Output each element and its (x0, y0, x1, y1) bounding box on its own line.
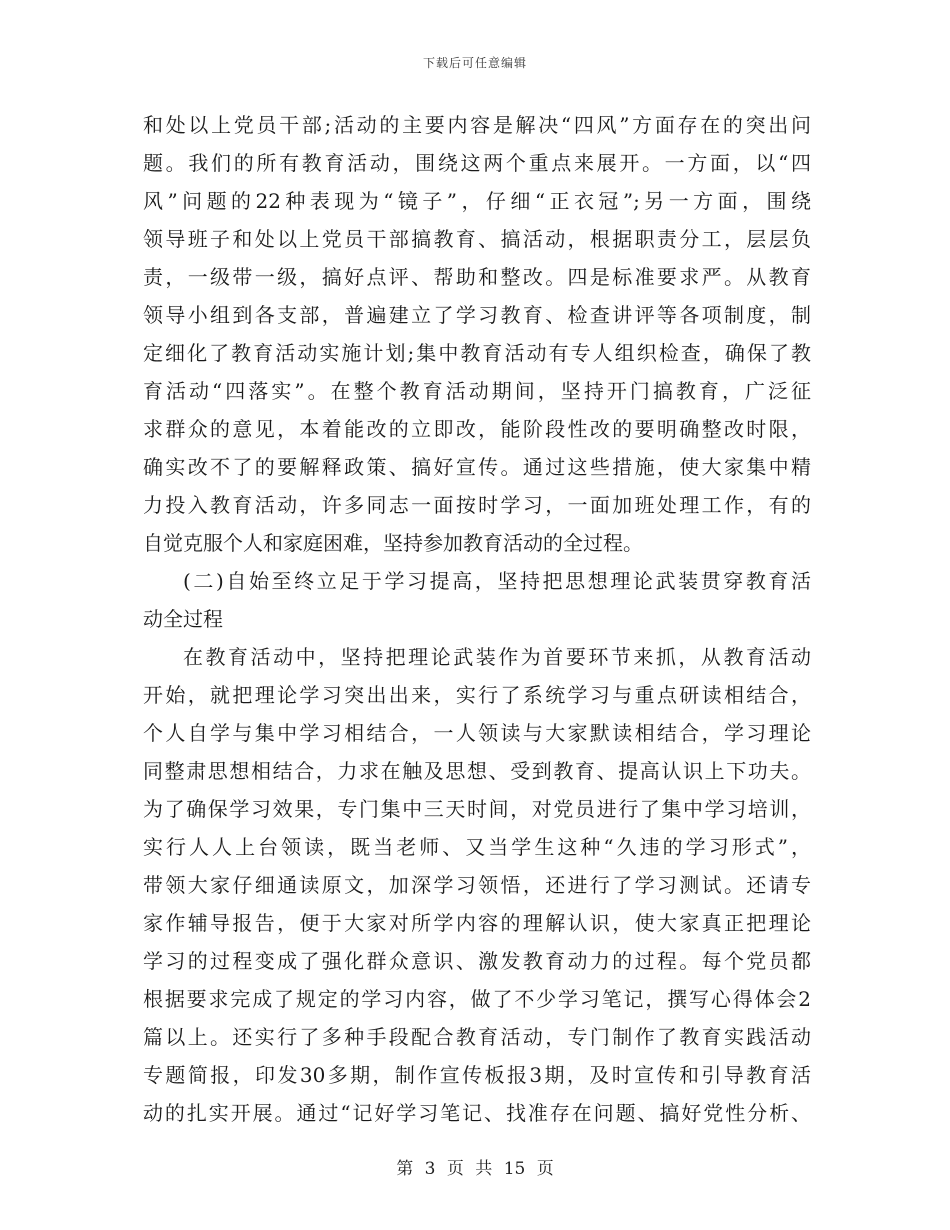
body-line: 在教育活动中，坚持把理论武装作为首要环节来抓，从教育活动 (183, 645, 811, 669)
body-line: 责，一级带一级，搞好点评、帮助和整改。四是标准要求严。从教育 (143, 265, 811, 289)
body-line: 家作辅导报告，便于大家对所学内容的理解认识，使大家真正把理论 (143, 911, 811, 935)
body-line: 为了确保学习效果，专门集中三天时间，对党员进行了集中学习培训， (143, 797, 811, 821)
body-line: 确实改不了的要解释政策、搞好宣传。通过这些措施，使大家集中精 (143, 455, 811, 479)
document-body (143, 106, 811, 1132)
section-heading-line: (二)自始至终立足于学习提高，坚持把思想理论武装贯穿教育活 (183, 569, 811, 593)
body-line: 同整肃思想相结合，力求在触及思想、受到教育、提高认识上下功夫。 (143, 759, 811, 783)
body-line: 实行人人上台领读，既当老师、又当学生这种“久违的学习形式”， (143, 835, 811, 859)
body-line: 篇以上。还实行了多种手段配合教育活动，专门制作了教育实践活动 (143, 1025, 811, 1049)
body-line: 定细化了教育活动实施计划;集中教育活动有专人组织检查，确保了教 (143, 341, 811, 365)
page-number: 第 3 页 共 15 页 (396, 1159, 554, 1179)
body-line: 育活动“四落实”。在整个教育活动期间，坚持开门搞教育，广泛征 (143, 379, 811, 403)
body-line: 根据要求完成了规定的学习内容，做了不少学习笔记，撰写心得体会2 (143, 987, 811, 1011)
body-line: 风”问题的22种表现为“镜子”，仔细“正衣冠”;另一方面，围绕 (143, 189, 811, 213)
body-line: 领导小组到各支部，普遍建立了学习教育、检查讲评等各项制度，制 (143, 303, 811, 327)
body-line: 力投入教育活动，许多同志一面按时学习，一面加班处理工作，有的 (143, 493, 811, 517)
page-header-note: 下载后可任意编辑 (422, 56, 527, 70)
body-line: 开始，就把理论学习突出出来，实行了系统学习与重点研读相结合， (143, 683, 811, 707)
body-line: 和处以上党员干部;活动的主要内容是解决“四风”方面存在的突出问 (143, 113, 811, 137)
body-line: 动的扎实开展。通过“记好学习笔记、找准存在问题、搞好党性分析、 (143, 1101, 811, 1125)
body-line: 题。我们的所有教育活动，围绕这两个重点来展开。一方面，以“四 (143, 151, 811, 175)
body-line: 学习的过程变成了强化群众意识、激发教育动力的过程。每个党员都 (143, 949, 811, 973)
section-heading-line: 动全过程 (143, 607, 223, 631)
body-line: 求群众的意见，本着能改的立即改，能阶段性改的要明确整改时限， (143, 417, 811, 441)
body-line: 自觉克服个人和家庭困难，坚持参加教育活动的全过程。 (143, 531, 643, 555)
body-line: 带领大家仔细通读原文，加深学习领悟，还进行了学习测试。还请专 (143, 873, 811, 897)
body-line: 领导班子和处以上党员干部搞教育、搞活动，根据职责分工，层层负 (143, 227, 811, 251)
body-line: 专题简报，印发30多期，制作宣传板报3期，及时宣传和引导教育活 (143, 1063, 811, 1087)
body-line: 个人自学与集中学习相结合，一人领读与大家默读相结合，学习理论 (143, 721, 811, 745)
